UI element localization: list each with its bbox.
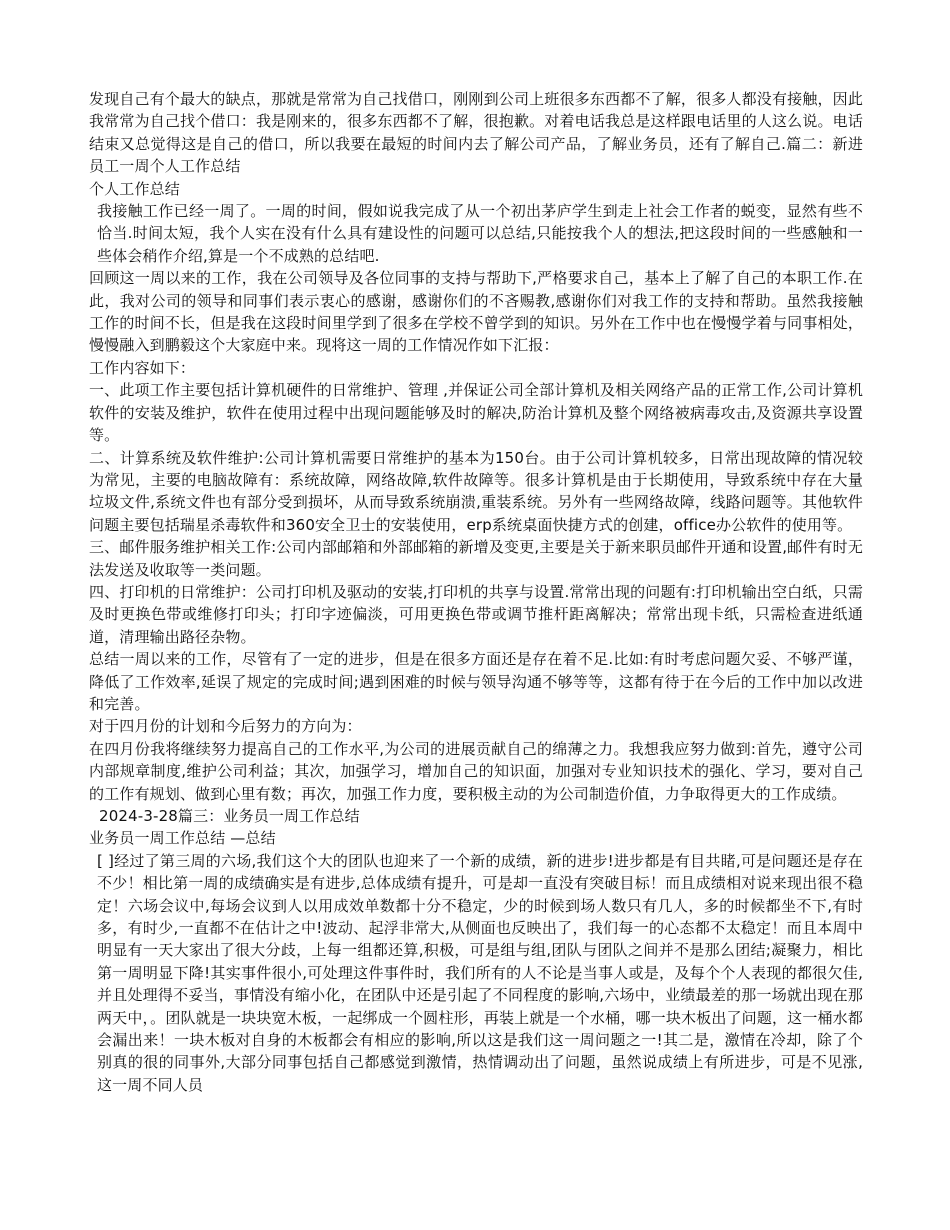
paragraph-april-plan: 在四月份我将继续努力提高自己的工作水平,为公司的进展贡献自己的绵薄之力。我想我应努力做到:首先，遵守公司内部规章制度,维护公司利益；其次，加强学习，增加自己的知识面，加强对专业知识技术的强化、学习，要对自己的工作有规划、做到心里有数；再次，加强工作力度，要积极主动的为公司制造价值，力争取得更大的工作成绩。 [89, 739, 863, 803]
paragraph-date-part-three: 2024-3-28篇三：业务员一周工作总结 [99, 807, 360, 825]
section-heading-salesperson-summary: 业务员一周工作总结 —总结 [89, 829, 276, 848]
paragraph-conclusion: 总结一周以来的工作，尽管有了一定的进步，但是在很多方面还是存在着不足.比如:有时考虑问题欠妥、不够严谨，降低了工作效率,延误了规定的完成时间;遇到困难的时候与领导沟通不够等等，这都有待于在今后的工作中加以改进和完善。 [89, 650, 863, 713]
paragraph-item-one: 一、此项工作主要包括计算机硬件的日常维护、管理 ,并保证公司全部计算机及相关网络产品的正常工作,公司计算机软件的安装及维护，软件在使用过程中出现问题能够及时的解决,防治计算机及整个网络被病毒攻击,及资源共享设置等。 [89, 381, 863, 445]
paragraph-third-week: [ ]经过了第三周的六场,我们这个大的团队也迎来了一个新的成绩，新的进步!进步都是有目共睹,可是问题还是存在不少！相比第一周的成绩确实是有进步,总体成绩有提升，可是却一直没有突破目标！而且成绩相对说来现出很不稳定！六场会议中,每场会议到人以用成效单数都十分不稳定，少的时候到场人数只有几人，多的时候都坐不下,有时多，有时少,一直都不在估计之中!波动、起浮非常大,从侧面也反映出了，我们每一的心态都不太稳定！而且本周中明显有一天大家出了很大分歧，上每一组都还算,积极，可是组与组,团队与团队之间并不是那么团结;凝聚力，相比第一周明显下降!其实事件很小,可处理这件事件时，我们所有的人不论是当事人或是，及每个个人表现的都很欠佳,并且处理得不妥当，事情没有缩小化，在团队中还是引起了不同程度的影响,六场中，业绩最差的那一场就出现在那两天中，。团队就是一块块宽木板，一起绑成一个圆柱形，再装上就是一个水桶，哪一块木板出了问题，这一桶水都会漏出来！一块木板对自身的木板都会有相应的影响,所以这是我们这一周问题之一!其二是，激情在冷却，除了个别真的很的同事外,大部分同事包括自己都感觉到激情，热情调动出了问题，虽然说成绩上有所进步，可是不见涨,这一周不同人员 [97, 851, 863, 1094]
section-heading-personal-summary: 个人工作总结 [89, 179, 180, 198]
section-heading-april-plan: 对于四月份的计划和今后努力的方向为： [89, 717, 362, 736]
paragraph-item-three: 三、邮件服务维护相关工作:公司内部邮箱和外部邮箱的新增及变更,主要是关于新来职员邮件开通和设置,邮件有时无法发送及收取等一类问题。 [89, 538, 863, 579]
document-body [89, 88, 863, 1096]
paragraph-item-two: 二、计算系统及软件维护:公司计算机需要日常维护的基本为150台。由于公司计算机较多，日常出现故障的情况较为常见，主要的电脑故障有：系统故障，网络故障,软件故障等。很多计算机是由于长期使用，导致系统中存在大量垃圾文件,系统文件也有部分受到损坏，从而导致系统崩溃,重装系统。另外有一些网络故障，线路问题等。其他软件问题主要包括瑞星杀毒软件和360安全卫士的安装使用，erp系统桌面快捷方式的创建，office办公软件的使用等。 [89, 448, 863, 534]
paragraph-intro: 发现自己有个最大的缺点，那就是常常为自己找借口，刚刚到公司上班很多东西都不了解，很多人都没有接触，因此我常常为自己找个借口：我是刚来的，很多东西都不了解，很抱歉。对着电话我总是这样跟电话里的人这么说。电话结束又总觉得这是自己的借口，所以我要在最短的时间内去了解公司产品，了解业务员，还有了解自己.篇二：新进员工一周个人工作总结 [89, 90, 863, 176]
paragraph-review: 回顾这一周以来的工作，我在公司领导及各位同事的支持与帮助下,严格要求自己，基本上了解了自己的本职工作.在此，我对公司的领导和同事们表示衷心的感谢，感谢你们的不吝赐教,感谢你们对我工作的支持和帮助。虽然我接触工作的时间不长，但是我在这段时间里学到了很多在学校不曾学到的知识。另外在工作中也在慢慢学着与同事相处，慢慢融入到鹏毅这个大家庭中来。现将这一周的工作情况作如下汇报： [89, 269, 863, 355]
paragraph-item-four: 四、打印机的日常维护：公司打印机及驱动的安装,打印机的共享与设置.常常出现的问题有:打印机输出空白纸，只需及时更换色带或维修打印头；打印字迹偏淡，可用更换色带或调节推杆距离解决；常常出现卡纸，只需检查进纸通道，清理输出路径杂物。 [89, 582, 863, 646]
paragraph-one-week: 我接触工作已经一周了。一周的时间，假如说我完成了从一个初出茅庐学生到走上社会工作者的蜕变，显然有些不恰当.时间太短，我个人实在没有什么具有建设性的问题可以总结,只能按我个人的想法,把这段时间的一些感触和一些体会稍作介绍,算是一个不成熟的总结吧. [97, 202, 863, 265]
section-heading-work-content: 工作内容如下： [89, 358, 196, 377]
